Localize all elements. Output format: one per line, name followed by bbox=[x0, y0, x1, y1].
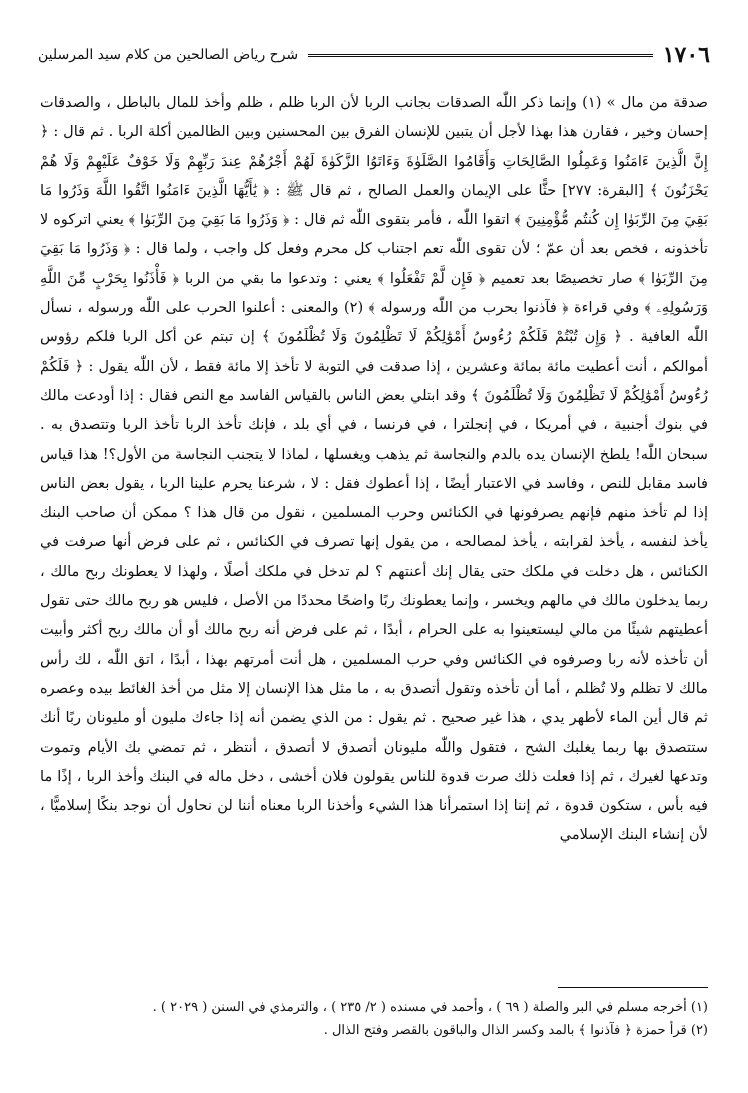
footnote-2: (٢) قرأ حمزة ﴿ فآذنوا ﴾ بالمد وكسر الذال والباقون بالقصر وفتح الذال . bbox=[323, 1023, 708, 1038]
header-rule bbox=[308, 54, 653, 57]
page-number: ١٧٠٦ bbox=[662, 42, 710, 68]
footnote-separator bbox=[558, 987, 708, 988]
running-title: شرح رياض الصالحين من كلام سيد المرسلين bbox=[38, 47, 299, 63]
body-paragraph: صدقة من مال » (١) وإنما ذكر اللّٰه الصدقات بجانب الربا لأن الربا ظلم ، ظلم وأخذ للمال بالباطل ، والصدقات إحسان وخير ، فقارن هذا بهذا لأجل أن يتبين للإنسان الفرق بين المحسنين وبين الظالمين أكلة الربا . ثم قال : ﴿ إِنَّ الَّذِينَ ءَامَنُوا وَعَمِلُوا الصَّالِحَاتِ وَأَقَامُوا الصَّلَوٰةَ وَءَاتَوُا الزَّكَوٰةَ لَهُمْ أَجْرُهُمْ عِندَ رَبِّهِمْ وَلَا خَوْفٌ عَلَيْهِمْ وَلَا هُمْ يَحْزَنُونَ ﴾ [البقرة: ٢٧٧] حثًّا على الإيمان والعمل الصالح ، ثم قال ﷺ : ﴿ يَٰأَيُّهَا الَّذِينَ ءَامَنُوا اتَّقُوا اللَّهَ وَذَرُوا مَا بَقِيَ مِنَ الرِّبَوٰا إِن كُنتُم مُّؤْمِنِينَ ﴾ اتقوا اللّٰه ، فأمر بتقوى اللّٰه ثم قال : ﴿ وَذَرُوا مَا بَقِيَ مِنَ الرِّبَوٰا ﴾ يعني اتركوه لا تأخذونه ، فخص بعد أن عمّ ؛ لأن تقوى اللّٰه تعم اجتناب كل محرم وفعل كل واجب ، ولما قال : ﴿ وَذَرُوا مَا بَقِيَ مِنَ الرِّبَوٰا ﴾ صار تخصيصًا بعد تعميم ﴿ فَإِن لَّمْ تَفْعَلُوا ﴾ يعني : وتدعوا ما بقي من الربا ﴿ فَأْذَنُوا بِحَرْبٍ مِّنَ اللَّهِ وَرَسُولِهِۦ ﴾ وفي قراءة ﴿ فآذنوا بحرب من اللّٰه ورسوله ﴾ (٢) والمعنى : أعلنوا الحرب على اللّٰه ورسوله ، نسأل اللّٰه العافية . ﴿ وَإِن تُبْتُمْ فَلَكُمْ رُءُوسُ أَمْوَٰلِكُمْ لَا تَظْلِمُونَ وَلَا تُظْلَمُونَ ﴾ إن تبتم عن أكل الربا فلكم رؤوس أموالكم ، أنت أعطيت مائة بمائة وعشرين ، إذا صدقت في التوبة لا تأخذ إلا مائة فقط ، لأن اللّٰه يقول : ﴿ فَلَكُمْ رُءُوسُ أَمْوَٰلِكُمْ لَا تَظْلِمُونَ وَلَا تُظْلَمُونَ ﴾ وقد ابتلي بعض الناس بالقياس الفاسد مع النص فقال : إذا أودعت مالك في بنوك أجنبية ، في أمريكا ، في إنجلترا ، في فرنسا ، في أي بلد ، فإنك تأخذ الربا تأخذ الربا وتتصدق به . سبحان اللّٰه! يلطخ الإنسان يده بالدم والنجاسة ثم يذهب ويغسلها ، لماذا لا يتجنب النجاسة من الأول؟! هذا قياس فاسد مقابل للنص ، وفاسد في الاعتبار أيضًا ، إذا أعطوك فقل : لا ، شرعنا يحرم علينا الربا ، يقول بعض الناس إذا لم تأخذ منهم فإنهم يصرفونها في الكنائس وحرب المسلمين ، نقول من قال هذا ؟ ممكن أن صاحب البنك يأخذ لنفسه ، يأخذ لقرابته ، يأخذ لمصالحه ، من يقول إنها تصرف في الكنائس ، ثم على فرض أنها صرفت في الكنائس ، هل دخلت في ملكك حتى يقال إنك أعنتهم ؟ لم تدخل في ملكك أصلًا ، ولهذا لا يعطونك ربح مالك ، ربما يدخلون مالك في مالهم ويخسر ، وإنما يعطونك ربًا واضحًا محددًا من الأصل ، فليس هو ربح مالك حتى تقول أعطيتهم شيئًا من مالي ليستعينوا به على الحرام ، أبدًا ، ثم على فرض أنه ربح مالك أو أن مالك ربح أكثر وأبيت أن تأخذه لأنه ربا وصرفوه في الكنائس وفي حرب المسلمين ، هل أنت أمرتهم بهذا ، أبدًا ، اتق اللّٰه ، لك رأس مالك لا تظلم ولا تُظلم ، أما أن تأخذه وتقول أتصدق به ، ما مثل هذا الإنسان إلا مثل من أخذ الغائط بيده وعصره ثم قال أين الماء لأطهر يدي ، هذا غير صحيح . ثم يقول : من الذي يضمن أنه إذا جاءك مليون أو مليونان ربًا أنك ستتصدق بها ربما يغلبك الشح ، فتقول واللّٰه مليونان أتصدق لا أتصدق ، أنتظر ، ثم تمضي بك الأيام وتموت وتدعها لغيرك ، ثم إذا فعلت ذلك صرت قدوة للناس يقولون فلان أخشى ، دخل ماله في البنك وأخذ الربا ، إذًا ما فيه بأس ، ستكون قدوة ، ثم إننا إذا استمرأنا هذا الشيء وأخذنا الربا معناه أننا لن نحاول أن نوجد بنكًا إسلاميًّا ، لأن إنشاء البنك الإسلامي bbox=[40, 94, 708, 844]
footnotes bbox=[40, 996, 708, 1042]
footnote-1: (١) أخرجه مسلم في البر والصلة ( ٦٩ ) ، وأحمد في مسنده ( ٢/ ٢٣٥ ) ، والترمذي في السنن ( ٢٠٢٩ ) . bbox=[152, 1000, 708, 1015]
page-header bbox=[38, 38, 710, 72]
body-text-block bbox=[40, 88, 708, 970]
